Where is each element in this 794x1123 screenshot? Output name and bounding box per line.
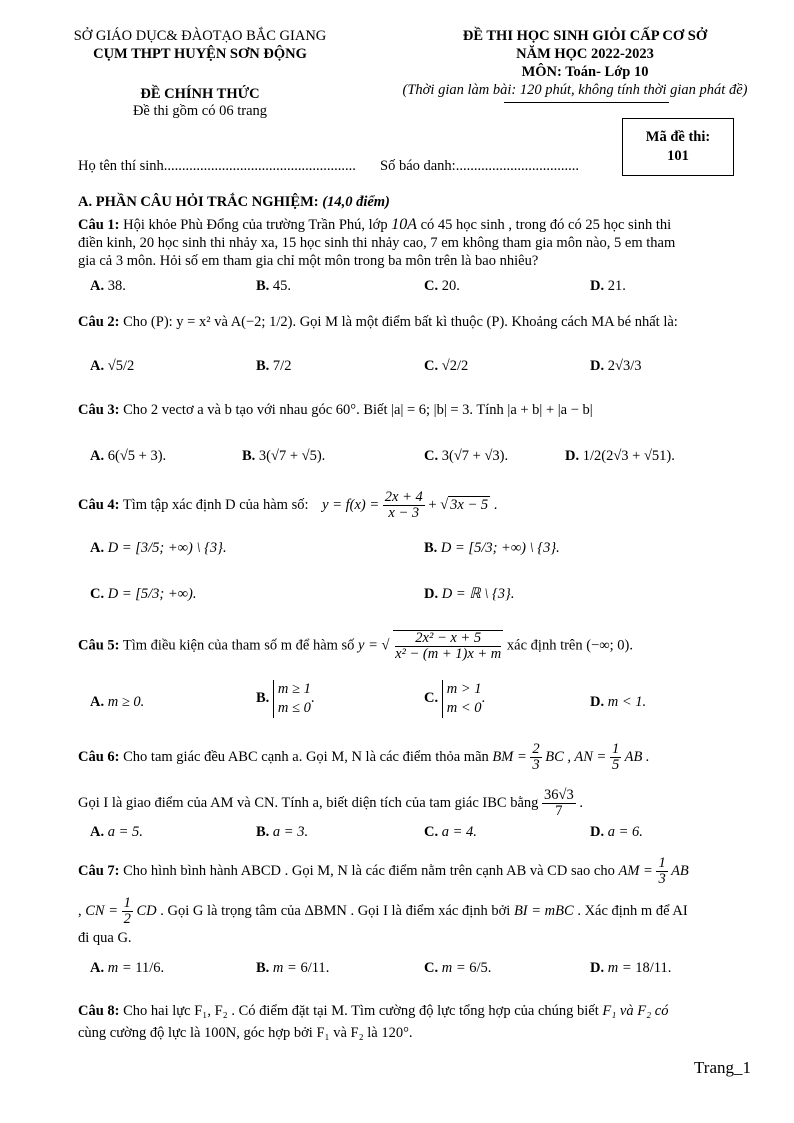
question-7-line-2: , CN = $\frac{1}{2}$ CD . Gọi G là trọng tâm của ΔBMN . Gọi I là điểm xác định bởi BI = mBC . Xác định m để AI <box>78 895 688 928</box>
q5-a-text: m ≥ 0. <box>107 694 145 710</box>
q4-option-b[interactable]: B. D = [5/3; +∞) \ {3}. <box>424 540 560 556</box>
exam-title: ĐỀ THI HỌC SINH GIỎI CẤP CƠ SỞ <box>462 28 708 44</box>
q4-option-a[interactable]: A. D = [3/5; +∞) \ {3}. <box>90 540 227 556</box>
q1-d-text: 21. <box>607 278 626 294</box>
question-7-line-3: đi qua G. <box>78 930 132 946</box>
q6-text: Cho tam giác đều ABC cạnh a. Gọi M, N là các điểm thỏa mãn <box>123 749 489 766</box>
q1-option-b[interactable]: B. 45. <box>256 278 292 294</box>
q1-option-a[interactable]: A. 38. <box>90 278 126 294</box>
q6-option-d[interactable]: D. a = 6. <box>590 824 643 840</box>
question-8 <box>78 1000 768 1044</box>
q3-option-b[interactable]: B. 3(√7 + √5). <box>242 448 326 464</box>
q4-text: Tìm tập xác định D của hàm số: <box>122 497 309 514</box>
q4-option-c[interactable]: C. D = [5/3; +∞). <box>90 586 197 602</box>
q5-d-text: m < 1. <box>607 694 647 710</box>
q1-b-text: 45. <box>272 278 292 294</box>
q7-cn: CN = $\frac{1}{2}$ CD <box>85 895 157 928</box>
q6-label: Câu 6: <box>78 749 120 766</box>
q7-option-b[interactable]: B. m = 6/11. <box>256 960 330 976</box>
q7-bi: BI = mBC <box>513 903 574 920</box>
q3-d-text: 1/2(2√3 + √51). <box>582 448 675 464</box>
section-points: (14,0 điểm) <box>322 194 390 210</box>
question-6-line-2: Gọi I là giao điểm của AM và CN. Tính a, biết diện tích của tam giác IBC bằng $\frac{36√3}{7}$ . <box>78 787 583 820</box>
q2-a-text: √5/2 <box>107 358 135 374</box>
q4-a-text: D = [3/5; +∞) \ {3}. <box>107 540 227 556</box>
q6-condition: BM = $\frac{2}{3}$ BC , AN = $\frac{1}{5}$ AB . <box>492 741 650 774</box>
q1-text-3: điền kinh, 20 học sinh thi nhảy xa, 15 học sinh thi nhảy cao, 7 em không tham gia môn nào, 5 em tham <box>78 235 676 251</box>
q3-label: Câu 3: <box>78 402 120 418</box>
q5-option-c[interactable]: C. m > 1 m < 0. <box>424 681 486 716</box>
q1-class: 10A <box>391 216 417 233</box>
q5-option-a[interactable]: A. m ≥ 0. <box>90 694 145 710</box>
q6-area: $\frac{36√3}{7}$ <box>544 787 574 820</box>
q6-b-text: a = 3. <box>272 824 309 840</box>
q4-d-text: D = ℝ \ {3}. <box>441 586 515 602</box>
question-5 <box>78 630 633 662</box>
q7-option-c[interactable]: C. m = 6/5. <box>424 960 492 976</box>
student-name-field: Họ tên thí sinh..................................................... <box>78 158 356 174</box>
official-label: ĐỀ CHÍNH THỨC <box>140 86 260 102</box>
page-number: Trang_1 <box>694 1058 751 1077</box>
q4-sqrt-term: + √ 3x − 5 . <box>428 497 498 514</box>
school-cluster: CỤM THPT HUYỆN SƠN ĐỘNG <box>93 46 307 62</box>
q5-b-system: m ≥ 1 m ≤ 0 <box>273 680 311 718</box>
q7-c-text: 6/5 <box>469 960 488 976</box>
exam-code-value: 101 <box>667 148 689 164</box>
dept-name: SỞ GIÁO DỤC& ĐÀOTẠO BẮC GIANG <box>73 28 327 44</box>
q6-d-text: a = 6. <box>607 824 643 840</box>
q5-fraction: $\frac{\text{2x² − x + 5}}{\text{x² − (m + 1)x + m}}$ <box>395 630 502 663</box>
q4-c-text: D = [5/3; +∞). <box>107 586 197 602</box>
q5-option-b[interactable]: B. m ≥ 1 m ≤ 0. <box>256 681 315 716</box>
q4-fraction: $\frac{2x + 4}{x - 3}$ <box>384 489 423 522</box>
q1-a-text: 38. <box>107 278 126 294</box>
question-4 <box>78 490 497 521</box>
q5-formula: y = √ <box>358 637 390 654</box>
exam-code-label: Mã đề thi: <box>645 129 711 145</box>
q1-text-4: gia cả 3 môn. Hỏi số em tham gia chỉ một môn trong ba môn trên là bao nhiêu? <box>78 253 539 269</box>
q2-option-c[interactable]: C. √2/2 <box>424 358 469 374</box>
q7-option-a[interactable]: A. m = 11/6. <box>90 960 165 976</box>
q2-text: Cho (P): y = x² và A(−2; 1/2). Gọi M là một điểm bất kì thuộc (P). Khoảng cách MA bé nhất là: <box>123 314 678 330</box>
q2-label: Câu 2: <box>78 314 120 330</box>
q5-option-d[interactable]: D. m < 1. <box>590 694 647 710</box>
title-underline <box>504 102 669 103</box>
question-1 <box>78 216 768 270</box>
q3-c-text: 3(√7 + √3). <box>441 448 509 464</box>
school-year: NĂM HỌC 2022-2023 <box>516 46 654 62</box>
q5-text: Tìm điều kiện của tham số m để hàm số <box>122 637 355 654</box>
section-title-text: A. PHẦN CÂU HỎI TRẮC NGHIỆM: <box>78 194 319 210</box>
page-count: Đề thi gồm có 06 trang <box>132 103 268 119</box>
q7-label: Câu 7: <box>78 863 120 880</box>
time-note: (Thời gian làm bài: 120 phút, không tính thời gian phát đề) <box>402 82 748 98</box>
q7-a-text: 11/6 <box>135 960 161 976</box>
q8-text-2: cùng cường độ lực là 100N, góc hợp bởi F₁ và F₂ là 120°. <box>78 1025 413 1041</box>
question-6 <box>78 742 650 773</box>
q7-text: Cho hình bình hành ABCD . Gọi M, N là các điểm nằm trên cạnh AB và CD sao cho <box>123 863 615 880</box>
q2-option-d[interactable]: D. 2√3/3 <box>590 358 642 374</box>
q1-label: Câu 1: <box>78 217 120 233</box>
q7-b-text: 6/11 <box>300 960 326 976</box>
q6-c-text: a = 4. <box>441 824 477 840</box>
q8-text: Cho hai lực F₁, F₂ . Có điểm đặt tại M. Tìm cường độ lực tổng hợp của chúng biết <box>123 1003 599 1019</box>
q8-label: Câu 8: <box>78 1003 120 1019</box>
q3-text: Cho 2 vectơ a và b tạo với nhau góc 60°. Biết |a| = 6; |b| = 3. Tính |a + b| + |a − b| <box>123 402 593 418</box>
q4-b-text: D = [5/3; +∞) \ {3}. <box>440 540 560 556</box>
q3-a-text: 6(√5 + 3). <box>107 448 167 464</box>
q1-c-text: 20. <box>441 278 460 294</box>
q2-c-text: √2/2 <box>441 358 469 374</box>
subject: MÔN: Toán- Lớp 10 <box>521 64 649 80</box>
q4-label: Câu 4: <box>78 497 120 514</box>
q6-a-text: a = 5. <box>107 824 143 840</box>
q2-b-text: 7/2 <box>272 358 292 374</box>
q5-label: Câu 5: <box>78 637 120 654</box>
question-3 <box>78 402 593 419</box>
question-7 <box>78 856 689 887</box>
q1-text-2: có 45 học sinh , trong đó có 25 học sinh thi <box>420 217 672 233</box>
q6-option-c[interactable]: C. a = 4. <box>424 824 477 840</box>
q7-am: AM = $\frac{1}{3}$ AB <box>618 855 689 888</box>
q3-option-a[interactable]: A. 6(√5 + 3). <box>90 448 167 464</box>
q1-option-d[interactable]: D. 21. <box>590 278 626 294</box>
q2-d-text: 2√3/3 <box>607 358 642 374</box>
q2-option-a[interactable]: A. √5/2 <box>90 358 135 374</box>
q5-text-2: xác định trên (−∞; 0). <box>506 637 633 654</box>
q5-c-system: m > 1 m < 0 <box>442 680 482 718</box>
q6-text-2: Gọi I là giao điểm của AM và CN. Tính a, biết diện tích của tam giác IBC bằng <box>78 795 539 812</box>
q3-b-text: 3(√7 + √5). <box>258 448 326 464</box>
question-2 <box>78 314 678 331</box>
section-title <box>78 194 390 211</box>
q3-option-c[interactable]: C. 3(√7 + √3). <box>424 448 509 464</box>
q7-text-2: . Gọi G là trọng tâm của ΔBMN . Gọi I là điểm xác định bởi <box>160 903 511 920</box>
q1-option-c[interactable]: C. 20. <box>424 278 460 294</box>
q4-formula: y = f(x) = <box>322 497 380 514</box>
q6-option-b[interactable]: B. a = 3. <box>256 824 309 840</box>
q6-option-a[interactable]: A. a = 5. <box>90 824 143 840</box>
q3-option-d[interactable]: D. 1/2(2√3 + √51). <box>565 448 675 464</box>
student-id-field: Số báo danh:.................................. <box>380 158 579 174</box>
q8-forces: F₁ và F₂ có <box>602 1003 669 1019</box>
q7-text-3: . Xác định m để AI <box>577 903 688 920</box>
q1-text-1: Hội khỏe Phù Đổng của trường Trần Phú, lớp <box>123 217 388 233</box>
exam-code-box <box>622 118 734 176</box>
q4-option-d[interactable]: D. D = ℝ \ {3}. <box>424 586 515 602</box>
q7-d-text: 18/11 <box>635 960 668 976</box>
q2-option-b[interactable]: B. 7/2 <box>256 358 292 374</box>
q7-option-d[interactable]: D. m = 18/11. <box>590 960 672 976</box>
